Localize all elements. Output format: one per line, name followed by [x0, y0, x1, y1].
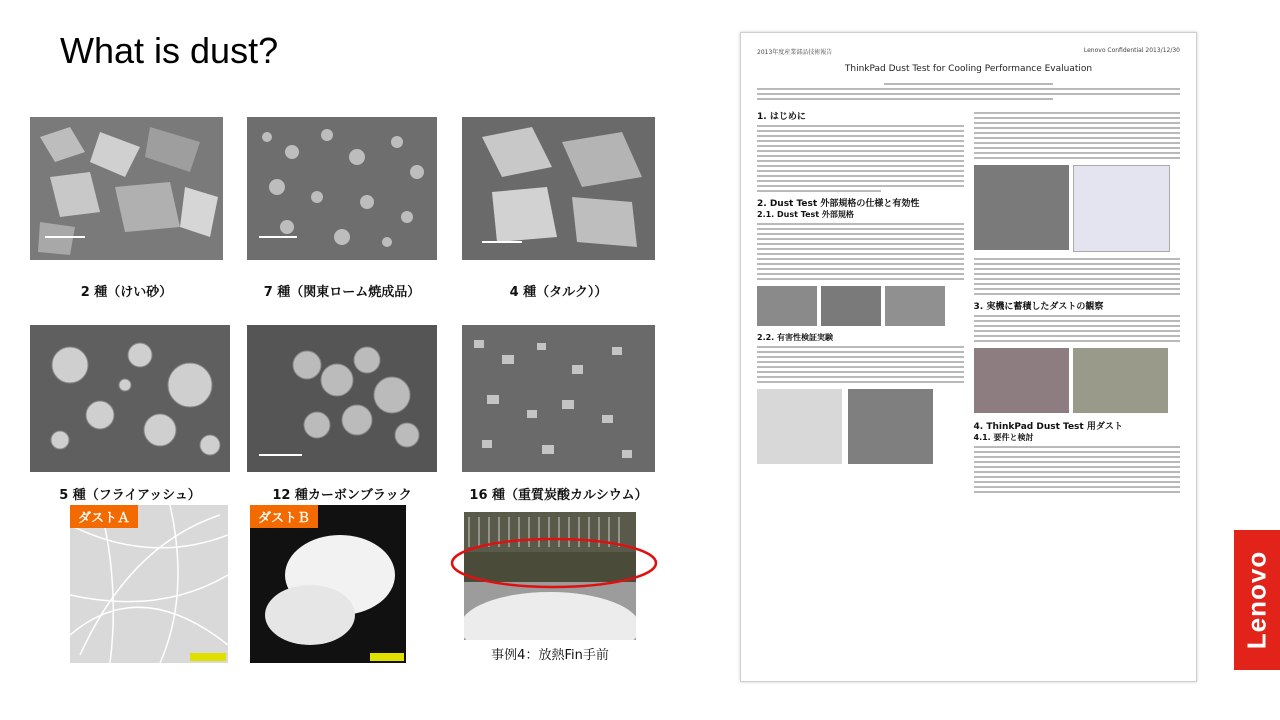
- doc-title: ThinkPad Dust Test for Cooling Performance Evaluation: [844, 64, 1093, 74]
- caption-fly-ash: 5 種（フライアッシュ）: [59, 488, 201, 503]
- sem-image-carbon-black: [247, 325, 437, 472]
- slide-title: What is dust?: [60, 30, 279, 71]
- doc-section-2-2: 2.2. 有害性検証実験: [757, 333, 833, 342]
- photo-dust-b-fluff: [250, 505, 406, 663]
- sem-image-silica-sand: [30, 117, 223, 260]
- doc-header-left: 2013年度産業部品技術報告: [757, 49, 833, 56]
- caption-case4: 事例4：放熱Fin手前: [491, 648, 609, 663]
- doc-section-4: 4. ThinkPad Dust Test 用ダスト: [973, 422, 1123, 432]
- sem-image-calcium-carbonate: [462, 325, 655, 472]
- caption-kanto-loam: 7 種（関東ローム焼成品）: [263, 285, 421, 300]
- highlight-ellipse: [448, 535, 660, 591]
- doc-section-1: 1. はじめに: [757, 112, 806, 122]
- doc-section-2-1: 2.1. Dust Test 外部規格: [757, 210, 854, 219]
- doc-section-2: 2. Dust Test 外部規格の仕様と有効性: [757, 199, 920, 209]
- doc-section-4-1: 4.1. 要件と検討: [973, 433, 1034, 442]
- caption-talc: 4 種（タルク））: [509, 285, 608, 300]
- tag-dust-b: ダストＢ: [250, 505, 318, 528]
- sem-image-fly-ash: [30, 325, 230, 472]
- lenovo-logo-text: Lenovo: [1241, 550, 1272, 650]
- doc-section-3: 3. 実機に蓄積したダストの観察: [973, 302, 1104, 312]
- report-document-page: [740, 32, 1197, 682]
- caption-carbon-black: 12 種カーボンブラック: [272, 488, 412, 503]
- sem-image-kanto-loam: [247, 117, 437, 260]
- sem-image-talc: [462, 117, 655, 260]
- caption-silica-sand: 2 種（けい砂）: [80, 285, 173, 300]
- caption-calcium-carbonate: 16 種（重質炭酸カルシウム）: [469, 488, 648, 503]
- doc-header-right: Lenovo Confidential 2013/12/30: [1083, 47, 1180, 54]
- photo-dust-a-fibers: [70, 505, 228, 663]
- lenovo-logo: [1234, 530, 1280, 670]
- tag-dust-a: ダストＡ: [70, 505, 138, 528]
